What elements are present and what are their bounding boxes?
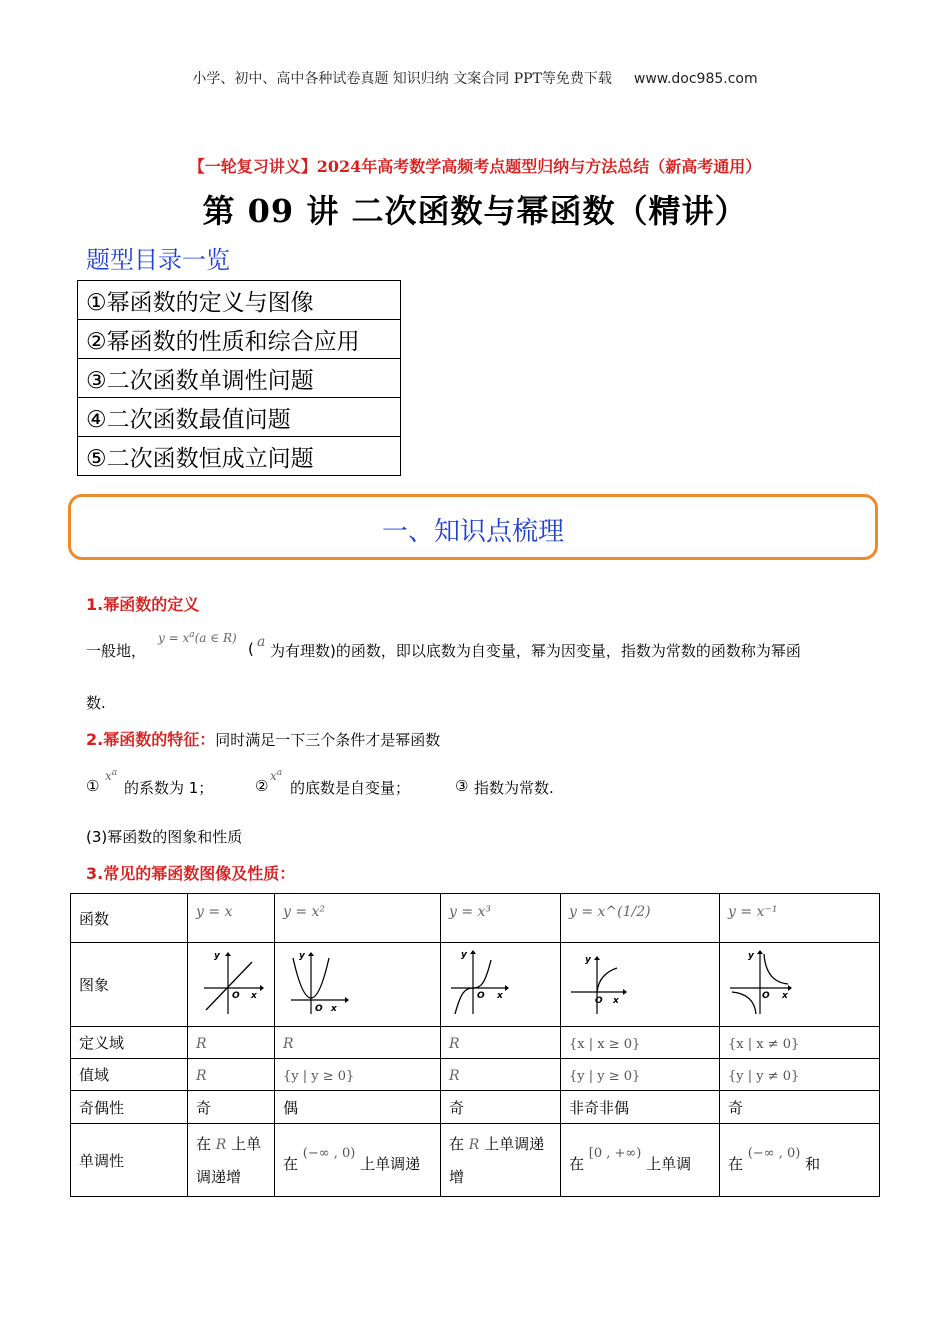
toc-item: ⑤二次函数恒成立问题 [78, 437, 401, 476]
range-cell: {y | y ≥ 0} [275, 1059, 441, 1091]
svg-text:y: y [585, 954, 591, 965]
domain-cell: R [441, 1027, 561, 1059]
domain-cell: R [275, 1027, 441, 1059]
function-expr: y = x [188, 894, 275, 943]
graph-y-x2 [285, 948, 355, 1018]
svg-text:x: x [497, 990, 503, 1001]
parity-cell: 奇 [441, 1091, 561, 1124]
graph-y-x-inverse [726, 948, 796, 1018]
toc-table [77, 280, 401, 476]
svg-text:y: y [214, 950, 220, 961]
svg-text:x: x [251, 990, 257, 1001]
domain-cell: {x | x ≥ 0} [561, 1027, 720, 1059]
definition-formula: $y = x^a(a$ ∈ R) [158, 630, 237, 645]
monotonicity-cell: 在 [0 , +∞) 上单调 [561, 1124, 720, 1197]
feature-1-num: ① [86, 777, 100, 795]
feature-2-formula: $x^a$ [270, 768, 283, 783]
feature-2-num: ② [255, 777, 269, 795]
parity-cell: 奇 [188, 1091, 275, 1124]
features-heading: 2.幂函数的特征： [86, 730, 216, 749]
range-cell: {y | y ≥ 0} [561, 1059, 720, 1091]
svg-text:y: y [299, 950, 305, 961]
parity-cell: 偶 [275, 1091, 441, 1124]
svg-text:x: x [782, 990, 788, 1001]
feature-2-text: 的底数是自变量； [290, 779, 411, 797]
section-title: 一、知识点梳理 [381, 517, 564, 547]
feature-3-num: ③ [455, 777, 469, 795]
graph-y-x3 [447, 948, 517, 1018]
feature-3-text: 指数为常数. [474, 779, 554, 797]
definition-lead: 一般地， [86, 642, 147, 660]
function-expr: y = x³ [441, 894, 561, 943]
range-cell: {y | y ≠ 0} [720, 1059, 880, 1091]
definition-heading: 1.幂函数的定义 [86, 595, 200, 614]
svg-text:O: O [762, 990, 770, 1001]
row-label-domain: 定义域 [71, 1027, 188, 1059]
parity-cell: 奇 [720, 1091, 880, 1124]
range-cell: R [188, 1059, 275, 1091]
table-heading: 3.常见的幂函数图像及性质： [86, 864, 296, 883]
graph-cell [188, 943, 275, 1027]
definition-text: 为有理数)的函数，即以底数为自变量，幂为因变量，指数为常数的函数称为幂函 [270, 642, 801, 660]
toc-item: ③二次函数单调性问题 [78, 359, 401, 398]
toc-heading: 题型目录一览 [86, 246, 230, 274]
domain-cell: R [188, 1027, 275, 1059]
function-expr: y = x^(1/2) [561, 894, 720, 943]
function-expr: y = x² [275, 894, 441, 943]
toc-item: ①幂函数的定义与图像 [78, 281, 401, 320]
toc-item: ④二次函数最值问题 [78, 398, 401, 437]
monotonicity-cell: 在 (−∞ , 0) 和 [720, 1124, 880, 1197]
svg-text:x: x [613, 995, 619, 1006]
range-cell: R [441, 1059, 561, 1091]
svg-text:x: x [331, 1003, 337, 1014]
monotonicity-cell: 在 (−∞ , 0) 上单调递 [275, 1124, 441, 1197]
watermark-url[interactable]: www.doc985.com [633, 71, 758, 87]
section-banner [68, 494, 878, 560]
watermark-text: 小学、初中、高中各种试卷真题 知识归纳 文案合同 PPT等免费下载 [192, 71, 612, 87]
svg-text:O: O [315, 1003, 323, 1014]
feature-1-formula: $x^a$ [105, 768, 118, 783]
row-label-monotonicity: 单调性 [71, 1124, 188, 1197]
graph-cell [275, 943, 441, 1027]
svg-text:y: y [748, 950, 754, 961]
definition-paren: ( [248, 640, 254, 658]
row-label-graph: 图象 [71, 943, 188, 1027]
row-label-range: 值域 [71, 1059, 188, 1091]
graph-y-sqrt-x [567, 948, 637, 1018]
svg-text:O: O [477, 990, 485, 1001]
row-label-function: 函数 [71, 894, 188, 943]
feature-1-text: 的系数为 1； [124, 779, 214, 797]
monotonicity-cell: 在 R 上单调递 增 [441, 1124, 561, 1197]
svg-text:O: O [595, 995, 603, 1006]
function-expr: y = x⁻¹ [720, 894, 880, 943]
svg-text:O: O [232, 990, 240, 1001]
monotonicity-cell: 在 R 上单 调递增 [188, 1124, 275, 1197]
parity-cell: 非奇非偶 [561, 1091, 720, 1124]
page-title: 第 09 讲 二次函数与幂函数（精讲） [202, 192, 748, 230]
graph-cell [441, 943, 561, 1027]
svg-text:y: y [461, 949, 467, 960]
graph-cell [561, 943, 720, 1027]
subheading: (3)幂函数的图象和性质 [86, 828, 243, 846]
series-title: 【一轮复习讲义】2024年高考数学高频考点题型归纳与方法总结（新高考通用） [188, 157, 762, 176]
graph-y-x [196, 948, 266, 1018]
features-heading-rest: 同时满足一下三个条件才是幂函数 [215, 731, 441, 749]
features-line [86, 727, 440, 750]
definition-var-a: a [257, 634, 266, 650]
graph-cell [720, 943, 880, 1027]
toc-item: ②幂函数的性质和综合应用 [78, 320, 401, 359]
domain-cell: {x | x ≠ 0} [720, 1027, 880, 1059]
power-function-table [70, 893, 880, 1197]
definition-text-cont: 数. [86, 694, 106, 712]
row-label-parity: 奇偶性 [71, 1091, 188, 1124]
watermark [0, 68, 950, 88]
